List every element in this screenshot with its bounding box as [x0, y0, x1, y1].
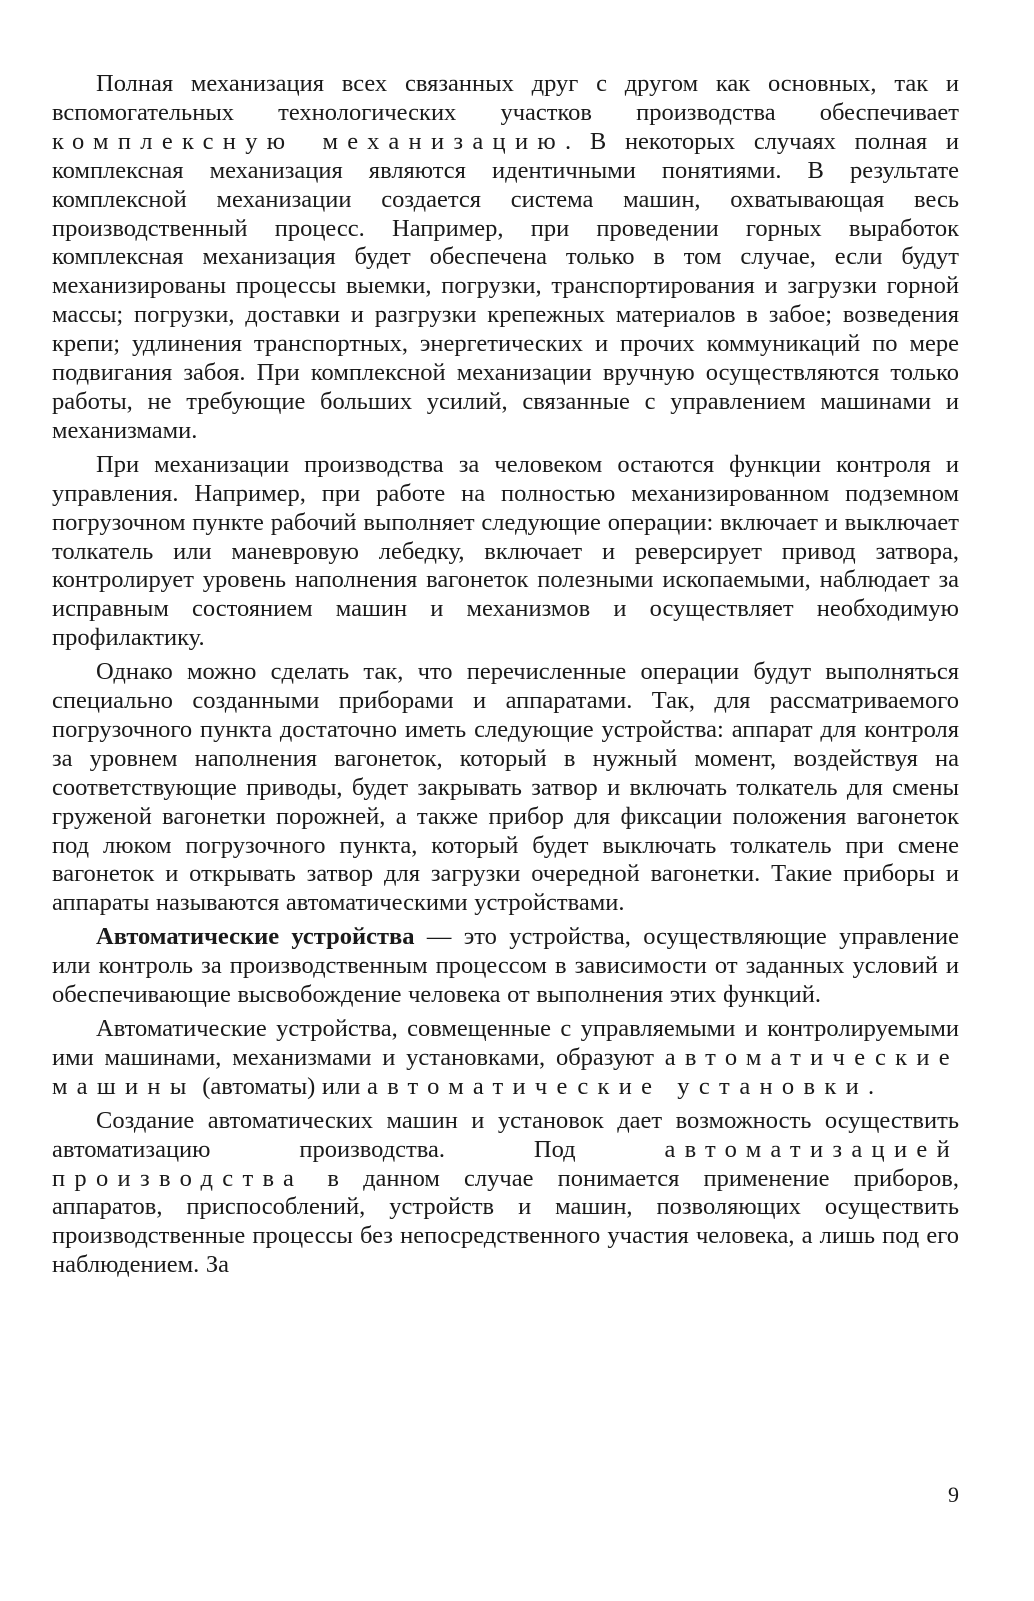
bold-term: Автоматические устройства [96, 923, 415, 951]
page-number: 9 [948, 1482, 959, 1507]
paragraph-text: (автоматы) или [195, 1072, 368, 1100]
paragraph-text: При механизации производства за человеком остаются функции контроля и управления. Например, при работе на полностью механизированном подземном погрузочном пункте рабочий выполняет следующие операции: включает и выключает толкатель или маневровую лебедку, включает и реверсирует привод затвора, контролирует уровень наполнения вагонеток полезными ископаемыми, наблюдает за исправным состоянием машин и механизмов и осуществляет необходимую профилактику. [52, 450, 959, 652]
paragraph-automatic-machines [52, 1015, 959, 1102]
paragraph-control-functions [52, 451, 959, 653]
paragraph-text: — это устройства, осуществляющие управление или контроль за производственным процессом в зависимости от заданных условий и обеспечивающие высвобождение человека от выполнения этих функций. [52, 923, 959, 1009]
spaced-term: автоматические установки [367, 1072, 868, 1100]
paragraph-automation [52, 1107, 959, 1280]
paragraph-automatic-devices-example [52, 658, 959, 918]
spaced-term: автоматические машины [52, 1043, 959, 1100]
page-body [52, 70, 959, 1280]
paragraph-text: Автоматические устройства, совмещенные с управляемыми и контролируемыми ими машинами, механизмами и установками, образуют [52, 1015, 959, 1071]
paragraph-definition [52, 923, 959, 1010]
spaced-term: комплексную механизацию [52, 127, 566, 155]
paragraph-text: Создание автоматических машин и установок дает возможность осуществить автоматизацию производства. Под [52, 1106, 959, 1163]
paragraph-text: . [868, 1072, 875, 1100]
paragraph-complex-mechanization [52, 70, 959, 446]
paragraph-text: Однако можно сделать так, что перечисленные операции будут выполняться специально созданными приборами и аппаратами. Так, для рассматриваемого погрузочного пункта достаточно иметь следующие устройства: аппарат для контроля за уровнем наполнения вагонеток, который в нужный момент, воздействуя на соответствующие приводы, будет закрывать затвор и включать толкатель для смены груженой вагонетки порожней, а также прибор для фиксации положения вагонеток под люком погрузочного пункта, который будет выключать толкатель при смене вагонеток и открывать затвор для загрузки очередной вагонетки. Такие приборы и аппараты называются автоматическими устройствами. [52, 658, 959, 917]
spaced-term: автоматизацией производства [52, 1135, 959, 1192]
paragraph-text: . В некоторых случаях полная и комплексная механизация являются идентичными понятиями. В результате комплексной механизации создается система машин, охватывающая весь производственный процесс. Например, при проведении горных выработок комплексная механизация будет обеспечена только в том случае, если будут механизированы процессы выемки, погрузки, транспортирования и загрузки горной массы; погрузки, доставки и разгрузки крепежных материалов в забое; возведения крепи; удлинения транспортных, энергетических и прочих коммуникаций по мере подвигания забоя. При комплексной механизации вручную осуществляются только работы, не требующие больших усилий, связанные с управлением машинами и механизмами. [52, 127, 959, 444]
paragraph-text: в данном случае понимается применение приборов, аппаратов, приспособлений, устройств и машин, позволяющих осуществить производственные процессы без непосредственного участия человека, а лишь под его наблюдением. За [52, 1164, 959, 1279]
paragraph-text: Полная механизация всех связанных друг с другом как основных, так и вспомогательных технологических участков производства обеспечивает [52, 70, 959, 126]
